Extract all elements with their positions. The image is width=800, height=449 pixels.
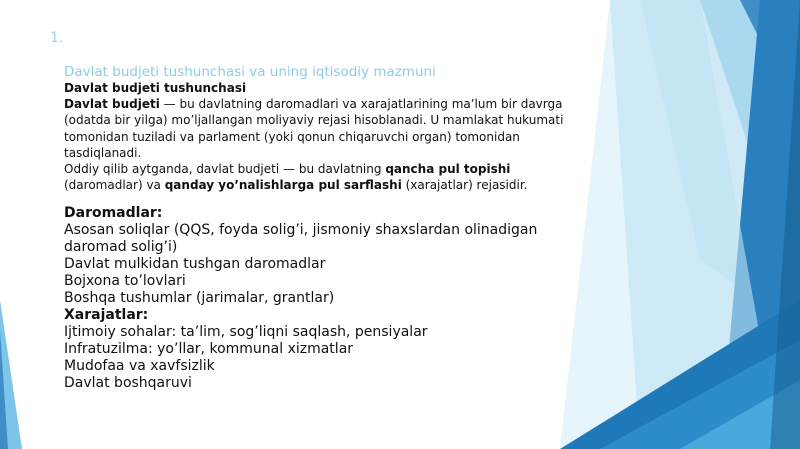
simple-explanation bbox=[64, 161, 584, 193]
section-heading: Davlat budjeti tushunchasi bbox=[64, 81, 247, 95]
slide-subtitle: Davlat budjeti tushunchasi va uning iqtisodiy mazmuni bbox=[64, 64, 436, 80]
expense-item: Mudofaa va xavfsizlik bbox=[64, 358, 215, 375]
expenses-title: Xarajatlar: bbox=[64, 307, 149, 324]
expense-item: Infratuzilma: yo’llar, kommunal xizmatlar bbox=[64, 341, 354, 358]
simple-part-1: Oddiy qilib aytganda, davlat budjeti — bu davlatning bbox=[64, 162, 386, 177]
slide-number: 1. bbox=[50, 30, 64, 46]
slide-content bbox=[64, 64, 584, 392]
expense-item: Davlat boshqaruvi bbox=[64, 375, 192, 392]
simple-part-2: (daromadlar) va bbox=[64, 178, 165, 193]
simple-bold-1: qancha pul topishi bbox=[385, 162, 511, 177]
definition-paragraph bbox=[64, 96, 584, 161]
simple-bold-2: qanday yo’nalishlarga pul sarflashi bbox=[164, 178, 402, 193]
income-title: Daromadlar: bbox=[64, 205, 163, 222]
income-item: Davlat mulkidan tushgan daromadlar bbox=[64, 256, 326, 273]
income-item: Boshqa tushumlar (jarimalar, grantlar) bbox=[64, 290, 335, 307]
income-item: Asosan soliqlar (QQS, foyda solig’i, jismoniy shaxslardan olinadigan daromad solig’i) bbox=[64, 222, 538, 256]
income-item: Bojxona to’lovlari bbox=[64, 273, 186, 290]
definition-term: Davlat budjeti bbox=[64, 97, 160, 112]
simple-part-3: (xarajatlar) rejasidir. bbox=[401, 178, 528, 193]
definition-text: — bu davlatning daromadlari va xarajatlarining ma’lum bir davrga (odatda bir yilga) mo’ljallangan moliyaviy rejasi hisoblanadi. U mamlakat hukumati tomonidan tuziladi va parlament (yoki qonun chiqaruvchi organ) tomonidan tasdiqlanadi. bbox=[64, 97, 564, 160]
expense-item: Ijtimoiy sohalar: ta’lim, sog’liqni saqlash, pensiyalar bbox=[64, 324, 428, 341]
